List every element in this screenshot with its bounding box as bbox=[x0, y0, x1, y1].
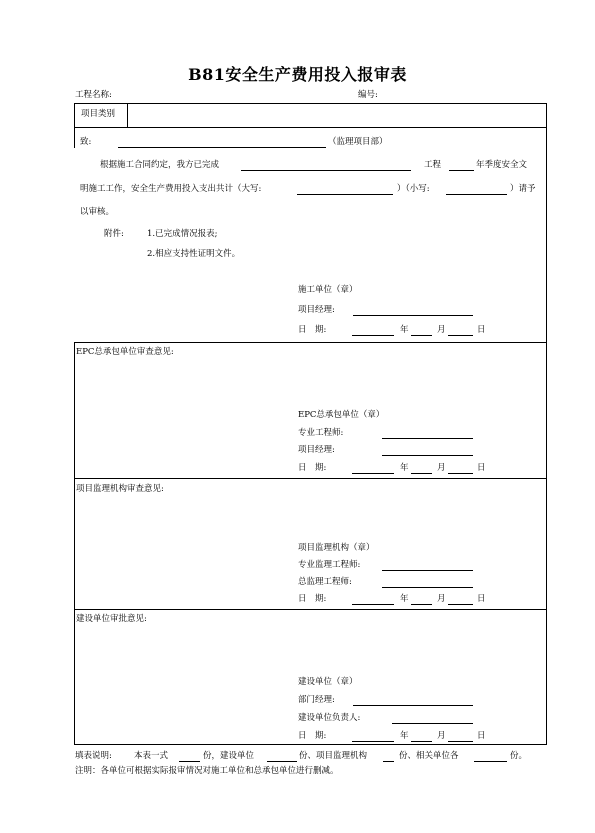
copies-supervision-blank[interactable] bbox=[383, 761, 394, 762]
epc-pm-label: 项目经理: bbox=[298, 445, 335, 455]
contractor-pm-label: 项目经理: bbox=[298, 305, 335, 315]
owner-day-blank[interactable] bbox=[448, 741, 473, 742]
footer-text-3: 份、项目监理机构 bbox=[299, 751, 368, 761]
month-label: 月 bbox=[437, 463, 446, 473]
page-title: B81安全生产费用投入报审表 bbox=[188, 65, 407, 84]
amount-words-blank[interactable] bbox=[297, 194, 393, 195]
epc-date-label: 日 期: bbox=[298, 463, 327, 473]
supervision-dept-label: （监理项目部） bbox=[328, 137, 388, 147]
category-label: 项目类别 bbox=[81, 109, 116, 119]
owner-heading: 建设单位审批意见: bbox=[76, 614, 147, 624]
contractor-year-blank[interactable] bbox=[352, 335, 394, 336]
epc-month-blank[interactable] bbox=[411, 473, 432, 474]
year-label: 年 bbox=[400, 731, 409, 741]
paragraph-line-1a: 根据施工合同约定，我方已完成 bbox=[100, 160, 220, 170]
paragraph-line-2c: ）请予 bbox=[510, 184, 536, 194]
to-label: 致: bbox=[80, 137, 92, 147]
contractor-seal-label: 施工单位（章） bbox=[298, 285, 358, 295]
quarter-blank[interactable] bbox=[449, 170, 474, 171]
supervision-seal-label: 项目监理机构（章） bbox=[298, 543, 375, 553]
footer-text-5: 份。 bbox=[510, 751, 528, 761]
chief-supervisor-label: 总监理工程师: bbox=[298, 577, 352, 587]
paragraph-line-2b: ）（小写: bbox=[397, 184, 430, 194]
contractor-day-blank[interactable] bbox=[448, 335, 473, 336]
owner-month-blank[interactable] bbox=[411, 741, 432, 742]
contractor-month-blank[interactable] bbox=[411, 335, 432, 336]
to-recipient-blank[interactable] bbox=[118, 147, 326, 148]
epc-day-blank[interactable] bbox=[448, 473, 473, 474]
supervision-day-blank[interactable] bbox=[448, 604, 473, 605]
supervision-heading: 项目监理机构审查意见: bbox=[76, 484, 164, 494]
month-label: 月 bbox=[437, 594, 446, 604]
footer-text-1: 本表一式 bbox=[134, 751, 169, 761]
epc-engineer-label: 专业工程师: bbox=[298, 428, 344, 438]
attachment-item-1: 1.已完成情况报表; bbox=[147, 229, 218, 239]
project-name-label: 工程名称: bbox=[75, 90, 112, 100]
day-label: 日 bbox=[477, 325, 486, 335]
supervision-month-blank[interactable] bbox=[411, 604, 432, 605]
section1-right-border bbox=[546, 128, 547, 342]
attachment-label: 附件: bbox=[104, 229, 124, 239]
dept-manager-label: 部门经理: bbox=[298, 695, 335, 705]
paragraph-line-3: 以审核。 bbox=[80, 207, 115, 217]
footer-text-4: 份、相关单位各 bbox=[399, 751, 459, 761]
number-label: 编号: bbox=[358, 90, 378, 100]
supervision-engineer-blank[interactable] bbox=[382, 570, 473, 571]
owner-date-label: 日 期: bbox=[298, 731, 327, 741]
supervision-year-blank[interactable] bbox=[352, 604, 394, 605]
year-label: 年 bbox=[400, 463, 409, 473]
day-label: 日 bbox=[477, 594, 486, 604]
paragraph-line-1c: 年季度安全文 bbox=[476, 160, 528, 170]
contractor-pm-blank[interactable] bbox=[353, 315, 473, 316]
epc-heading: EPC总承包单位审查意见: bbox=[76, 347, 174, 357]
epc-engineer-blank[interactable] bbox=[382, 438, 473, 439]
owner-year-blank[interactable] bbox=[352, 741, 394, 742]
attachment-item-2: 2.相应支持性证明文件。 bbox=[147, 249, 241, 259]
day-label: 日 bbox=[477, 463, 486, 473]
copies-total-blank[interactable] bbox=[179, 761, 200, 762]
epc-year-blank[interactable] bbox=[352, 473, 394, 474]
completed-project-blank[interactable] bbox=[241, 170, 411, 171]
epc-seal-label: EPC总承包单位（章） bbox=[298, 410, 385, 420]
footer-instructions-label: 填表说明: bbox=[75, 751, 112, 761]
amount-figures-blank[interactable] bbox=[446, 194, 507, 195]
footer-text-2: 份，建设单位 bbox=[203, 751, 255, 761]
owner-leader-blank[interactable] bbox=[392, 723, 473, 724]
month-label: 月 bbox=[437, 325, 446, 335]
owner-leader-label: 建设单位负责人: bbox=[298, 713, 361, 723]
dept-manager-blank[interactable] bbox=[353, 705, 473, 706]
contractor-date-label: 日 期: bbox=[298, 325, 327, 335]
supervision-date-label: 日 期: bbox=[298, 594, 327, 604]
month-label: 月 bbox=[437, 731, 446, 741]
footer-note: 注明：各单位可根据实际报审情况对施工单位和总承包单位进行删减。 bbox=[75, 766, 339, 776]
chief-supervisor-blank[interactable] bbox=[382, 587, 473, 588]
owner-seal-label: 建设单位（章） bbox=[298, 677, 358, 687]
copies-related-blank[interactable] bbox=[474, 761, 507, 762]
section1-left-border bbox=[74, 128, 75, 148]
year-label: 年 bbox=[400, 325, 409, 335]
category-value-field[interactable] bbox=[128, 104, 546, 127]
supervision-engineer-label: 专业监理工程师: bbox=[298, 560, 361, 570]
paragraph-line-2a: 明施工工作，安全生产费用投入支出共计（大写: bbox=[80, 184, 262, 194]
epc-pm-blank[interactable] bbox=[382, 455, 473, 456]
copies-owner-blank[interactable] bbox=[267, 761, 297, 762]
paragraph-line-1b: 工程 bbox=[424, 160, 442, 170]
day-label: 日 bbox=[477, 731, 486, 741]
year-label: 年 bbox=[400, 594, 409, 604]
